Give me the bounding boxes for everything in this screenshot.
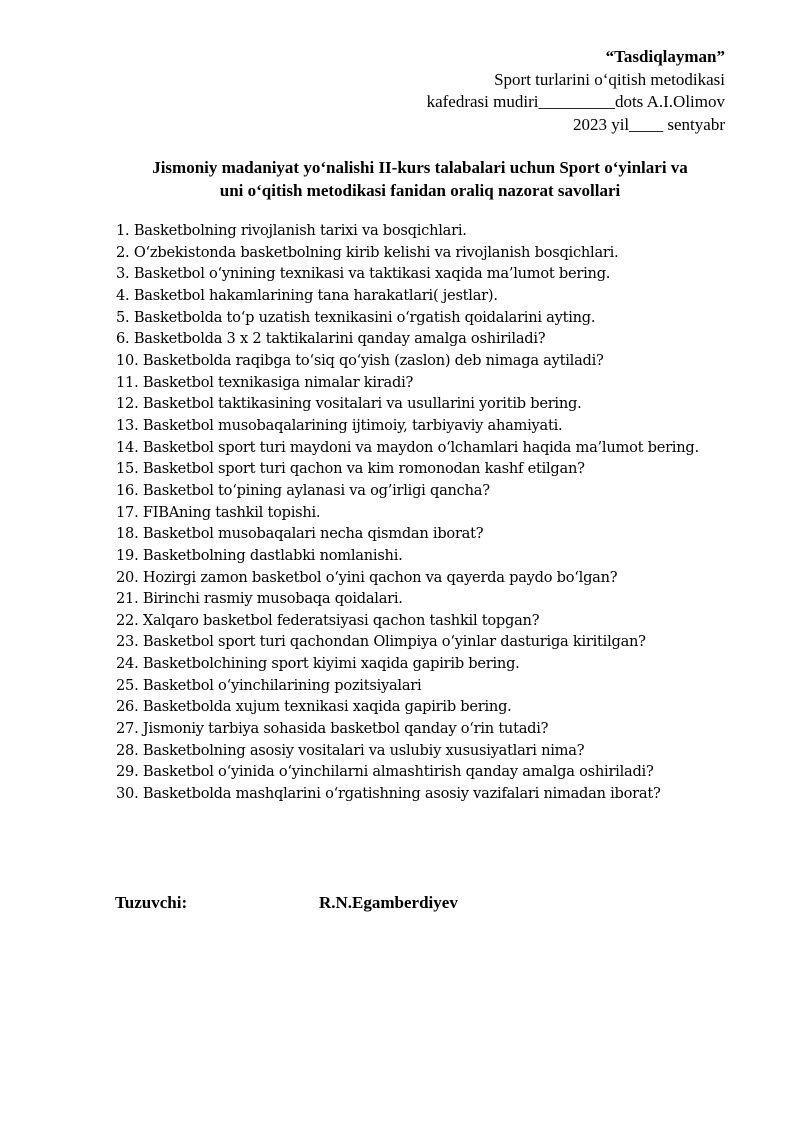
question-item: 14. Basketbol sport turi maydoni va maydon o‘lchamlari haqida ma’lumot bering. [116,438,699,456]
question-item: 6. Basketbolda 3 x 2 taktikalarini qanday amalga oshiriladi? [116,330,546,348]
question-item: 25. Basketbol o‘yinchilarining pozitsiyalari [116,676,422,694]
question-item: 5. Basketbolda to‘p uzatish texnikasini o‘rgatish qoidalarini ayting. [116,308,596,326]
question-item: 2. O‘zbekistonda basketbolning kirib kelishi va rivojlanish bosqichlari. [116,243,619,261]
question-item: 16. Basketbol to‘pining aylanasi va og’irligi qancha? [116,481,490,499]
question-item: 17. FIBAning tashkil topishi. [116,503,321,521]
question-item: 21. Birinchi rasmiy musobaqa qoidalari. [116,590,403,608]
title-line-2: uni o‘qitish metodikasi fanidan oraliq nazorat savollari [219,181,621,200]
question-item: 3. Basketbol o‘ynining texnikasi va taktikasi xaqida ma’lumot bering. [116,265,611,283]
question-list [116,220,699,805]
question-item: 27. Jismoniy tarbiya sohasida basketbol qanday o‘rin tutadi? [116,720,549,738]
title-line-1: Jismoniy madaniyat yo‘nalishi II-kurs talabalari uchun Sport o‘yinlari va [152,158,688,177]
question-item: 20. Hozirgi zamon basketbol o‘yini qachon va qayerda paydo bo‘lgan? [116,568,618,586]
question-item: 29. Basketbol o‘yinida o‘yinchilarni almashtirish qanday amalga oshiriladi? [116,763,654,781]
question-item: 24. Basketbolchining sport kiyimi xaqida gapirib bering. [116,655,520,673]
question-item: 22. Xalqaro basketbol federatsiyasi qachon tashkil topgan? [116,611,540,629]
question-item: 23. Basketbol sport turi qachondan Olimpiya o‘yinlar dasturiga kiritilgan? [116,633,646,651]
question-item: 30. Basketbolda mashqlarini o‘rgatishning asosiy vazifalari nimadan iborat? [116,785,661,803]
question-item: 18. Basketbol musobaqalari necha qismdan iborat? [116,525,484,543]
question-item: 19. Basketbolning dastlabki nomlanishi. [116,546,403,564]
approval-head-signature: kafedrasi mudiri_________dots A.I.Olimov [426,92,725,111]
question-item: 28. Basketbolning asosiy vositalari va uslubiy xususiyatlari nima? [116,741,585,759]
question-item: 26. Basketbolda xujum texnikasi xaqida gapirib bering. [116,698,512,716]
author-name: R.N.Egamberdiyev [319,893,458,912]
approval-stamp: “Tasdiqlayman” [605,47,725,66]
approval-date: 2023 yil____ sentyabr [572,114,725,134]
approval-department: Sport turlarini o‘qitish metodikasi [494,69,725,89]
author-signature [115,892,458,914]
question-item: 1. Basketbolning rivojlanish tarixi va bosqichlari. [116,222,467,239]
question-item: 12. Basketbol taktikasining vositalari va usullarini yoritib bering. [116,395,582,413]
question-item: 15. Basketbol sport turi qachon va kim romonodan kashf etilgan? [116,460,585,478]
question-item: 10. Basketbolda raqibga to‘siq qo‘yish (zaslon) deb nimaga aytiladi? [116,351,604,369]
approval-block [427,46,725,136]
question-item: 13. Basketbol musobaqalarining ijtimoiy, tarbiyaviy ahamiyati. [116,416,563,434]
question-item: 4. Basketbol hakamlarining tana harakatlari( jestlar). [116,286,498,304]
question-item: 11. Basketbol texnikasiga nimalar kiradi? [116,373,414,391]
document-title [100,156,740,202]
author-label: Tuzuvchi: [115,893,188,912]
